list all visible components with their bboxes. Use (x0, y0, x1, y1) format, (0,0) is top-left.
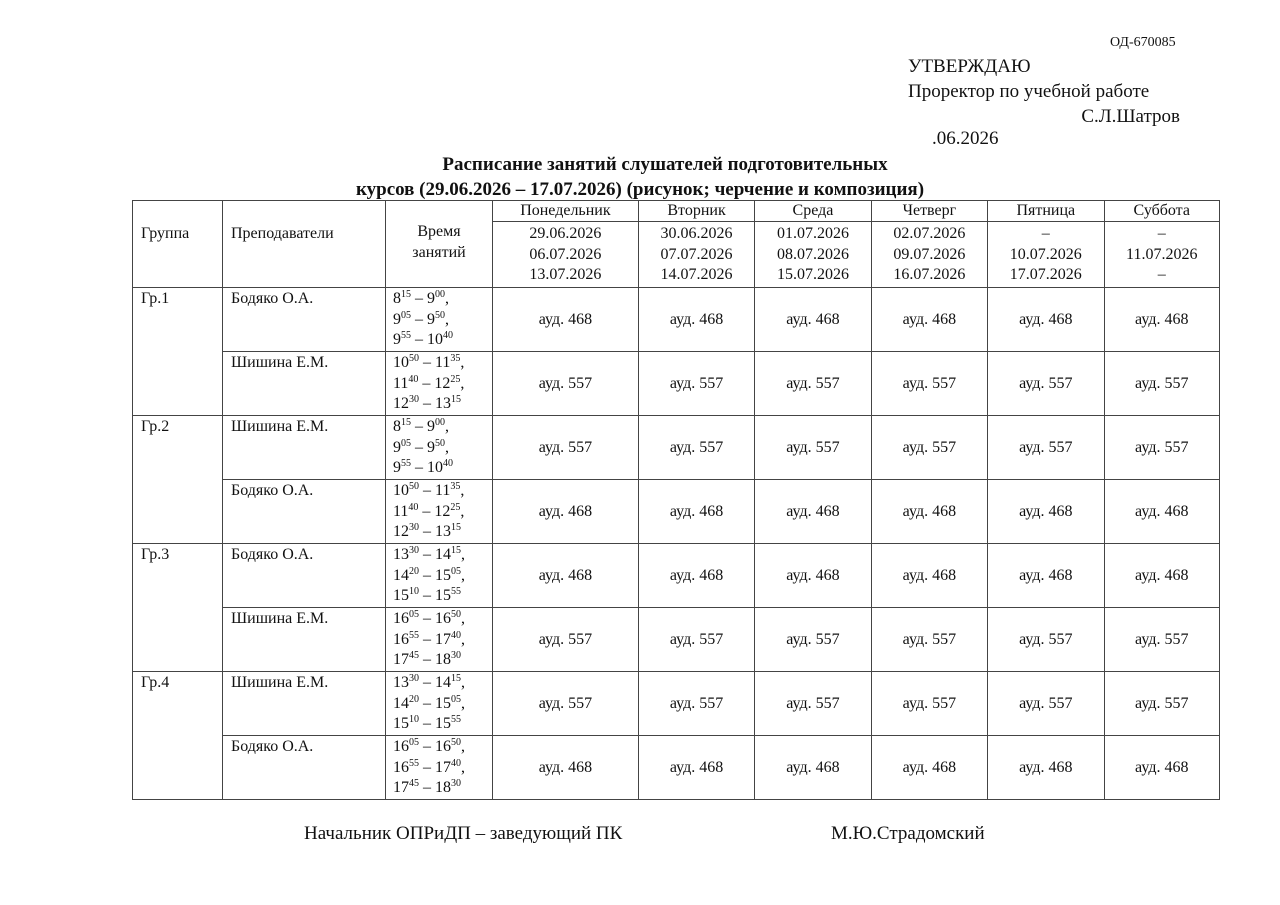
time-separator: – (411, 459, 427, 476)
punct: , (460, 374, 465, 392)
header-time (386, 201, 493, 288)
room-cell: ауд. 557 (493, 608, 639, 672)
room-cell: ауд. 557 (638, 608, 754, 672)
start-hour: 17 (393, 779, 409, 796)
time-slot (393, 546, 465, 563)
teacher-cell: Бодяко О.А. (223, 288, 386, 352)
room-cell: ауд. 468 (871, 736, 987, 800)
time-slot (393, 482, 464, 499)
end-minute: 50 (451, 609, 461, 620)
date-value: 09.07.2026 (893, 245, 966, 263)
end-minute: 40 (443, 330, 453, 341)
time-slot (393, 354, 464, 371)
start-minute: 55 (401, 330, 411, 341)
room-cell: ауд. 557 (755, 416, 871, 480)
time-cell (386, 480, 493, 544)
start-minute: 10 (409, 714, 419, 725)
approval-heading: УТВЕРЖДАЮ (908, 56, 1031, 77)
start-hour: 15 (393, 715, 409, 732)
time-slot (393, 738, 465, 755)
room-cell: ауд. 468 (1104, 736, 1219, 800)
header-day-dates (988, 222, 1104, 288)
room-cell: ауд. 468 (871, 288, 987, 352)
start-minute: 20 (409, 565, 419, 577)
start-hour: 9 (393, 331, 401, 348)
start-minute: 50 (409, 481, 419, 492)
start-minute: 05 (409, 609, 419, 620)
start-hour: 9 (393, 438, 401, 456)
start-hour: 12 (393, 395, 409, 412)
table-row (133, 672, 1220, 736)
time-cell (386, 288, 493, 352)
date-value: 10.07.2026 (1009, 245, 1082, 263)
start-hour: 8 (393, 418, 401, 435)
table-row (133, 608, 1220, 672)
group-cell: Гр.1 (133, 288, 223, 416)
time-separator: – (418, 374, 435, 392)
time-separator: – (419, 523, 435, 540)
table-row (133, 736, 1220, 800)
teacher-cell: Шишина Е.М. (223, 416, 386, 480)
end-hour: 17 (435, 758, 451, 776)
end-minute: 35 (450, 353, 461, 364)
time-slot (393, 587, 461, 604)
time-slot (393, 311, 449, 328)
date-value: 13.07.2026 (529, 266, 602, 283)
time-slot (393, 759, 465, 776)
end-hour: 15 (435, 587, 451, 604)
start-minute: 55 (401, 458, 411, 469)
start-hour: 15 (393, 587, 409, 604)
room-cell: ауд. 557 (988, 608, 1104, 672)
punct: , (461, 630, 465, 648)
start-hour: 13 (393, 674, 409, 691)
room-cell: ауд. 557 (1104, 416, 1219, 480)
start-hour: 12 (393, 523, 409, 540)
punct: , (460, 354, 465, 371)
punct: , (445, 418, 449, 435)
time-cell (386, 352, 493, 416)
room-cell: ауд. 468 (638, 480, 754, 544)
time-separator: – (419, 610, 435, 627)
time-separator: – (419, 587, 435, 604)
room-cell: ауд. 557 (988, 416, 1104, 480)
time-separator: – (419, 482, 435, 499)
room-cell: ауд. 468 (871, 544, 987, 608)
room-cell: ауд. 557 (755, 672, 871, 736)
end-minute: 40 (451, 629, 461, 641)
time-cell (386, 672, 493, 736)
time-separator: – (419, 715, 435, 732)
end-minute: 50 (451, 737, 461, 748)
group-cell: Гр.3 (133, 544, 223, 672)
room-cell: ауд. 557 (755, 608, 871, 672)
time-slot (393, 375, 464, 392)
punct: , (461, 674, 465, 691)
end-minute: 00 (435, 289, 445, 300)
room-cell: ауд. 468 (988, 544, 1104, 608)
start-minute: 30 (409, 522, 419, 533)
time-separator: – (419, 738, 435, 755)
document-code: ОД-670085 (1110, 35, 1176, 50)
start-hour: 16 (393, 738, 409, 755)
punct: , (461, 694, 465, 712)
title-line-2: курсов (29.06.2026 – 17.07.2026) (рисунок; черчение и композиция) (355, 179, 925, 200)
start-hour: 14 (393, 566, 409, 584)
punct: , (461, 758, 465, 776)
date-value: 17.07.2026 (1009, 266, 1082, 283)
schedule-table (132, 200, 1220, 800)
start-hour: 11 (393, 502, 409, 520)
teacher-cell: Бодяко О.А. (223, 480, 386, 544)
end-minute: 30 (451, 650, 461, 661)
header-teachers: Преподаватели (223, 201, 386, 288)
room-cell: ауд. 468 (638, 736, 754, 800)
end-hour: 15 (435, 694, 451, 712)
header-group: Группа (133, 201, 223, 288)
end-hour: 12 (434, 374, 451, 392)
time-separator: – (411, 290, 427, 307)
time-separator: – (419, 651, 435, 668)
end-hour: 9 (427, 418, 435, 435)
group-cell: Гр.4 (133, 672, 223, 800)
time-slot (393, 631, 465, 648)
start-hour: 8 (393, 290, 401, 307)
start-hour: 9 (393, 459, 401, 476)
time-separator: – (411, 331, 427, 348)
header-day: Среда (755, 201, 871, 222)
teacher-cell: Шишина Е.М. (223, 608, 386, 672)
end-hour: 14 (435, 674, 451, 691)
room-cell: ауд. 468 (638, 288, 754, 352)
approval-date: .06.2026 (932, 128, 999, 149)
teacher-cell: Бодяко О.А. (223, 544, 386, 608)
time-slot (393, 651, 461, 668)
start-minute: 50 (409, 353, 419, 364)
punct: , (461, 738, 465, 755)
time-slot (393, 395, 461, 412)
room-cell: ауд. 468 (1104, 544, 1219, 608)
header-time-line-2: занятий (412, 244, 466, 261)
room-cell: ауд. 557 (638, 672, 754, 736)
end-minute: 55 (451, 586, 461, 597)
header-day-dates (1104, 222, 1219, 288)
room-cell: ауд. 468 (988, 480, 1104, 544)
date-value: 29.06.2026 (529, 225, 602, 242)
start-minute: 30 (409, 545, 419, 556)
start-minute: 40 (408, 501, 419, 513)
room-cell: ауд. 557 (493, 672, 639, 736)
date-value: 08.07.2026 (776, 245, 849, 263)
end-hour: 18 (435, 651, 451, 668)
end-hour: 9 (427, 438, 435, 456)
time-slot (393, 610, 465, 627)
start-minute: 45 (409, 650, 419, 661)
room-cell: ауд. 557 (1104, 608, 1219, 672)
end-minute: 50 (435, 437, 445, 449)
header-day: Вторник (638, 201, 754, 222)
start-minute: 30 (409, 673, 419, 684)
header-day: Пятница (988, 201, 1104, 222)
punct: , (461, 566, 465, 584)
room-cell: ауд. 468 (755, 480, 871, 544)
group-cell: Гр.2 (133, 416, 223, 544)
time-slot (393, 459, 453, 476)
room-cell: ауд. 557 (871, 416, 987, 480)
date-value: – (1157, 266, 1166, 283)
start-hour: 16 (393, 630, 409, 648)
end-minute: 40 (443, 458, 453, 469)
end-minute: 30 (451, 778, 461, 789)
room-cell: ауд. 468 (493, 736, 639, 800)
date-value: 06.07.2026 (529, 245, 602, 263)
start-minute: 30 (409, 394, 419, 405)
start-hour: 16 (393, 610, 409, 627)
start-minute: 55 (409, 629, 419, 641)
room-cell: ауд. 557 (493, 416, 639, 480)
date-value: – (1041, 225, 1050, 242)
date-value: 16.07.2026 (893, 266, 966, 283)
date-value: 30.06.2026 (660, 225, 733, 242)
end-minute: 25 (450, 373, 461, 385)
room-cell: ауд. 468 (493, 480, 639, 544)
punct: , (445, 290, 449, 307)
end-hour: 9 (427, 310, 435, 328)
room-cell: ауд. 557 (1104, 352, 1219, 416)
room-cell: ауд. 557 (871, 672, 987, 736)
date-value: 11.07.2026 (1126, 245, 1198, 263)
end-hour: 14 (435, 546, 451, 563)
room-cell: ауд. 468 (871, 480, 987, 544)
punct: , (461, 610, 465, 627)
room-cell: ауд. 468 (988, 288, 1104, 352)
end-hour: 11 (435, 354, 451, 371)
start-hour: 11 (393, 374, 409, 392)
table-row (133, 288, 1220, 352)
room-cell: ауд. 557 (871, 352, 987, 416)
document-title (0, 152, 1280, 202)
header-day-dates (638, 222, 754, 288)
approval-block (908, 54, 1180, 129)
date-value: 07.07.2026 (660, 245, 733, 263)
punct: , (445, 438, 449, 456)
table-row (133, 352, 1220, 416)
title-line-1: Расписание занятий слушателей подготовительных (442, 154, 888, 175)
table-row (133, 480, 1220, 544)
end-hour: 12 (434, 502, 451, 520)
time-cell (386, 416, 493, 480)
time-slot (393, 439, 449, 456)
time-cell (386, 736, 493, 800)
time-cell (386, 608, 493, 672)
room-cell: ауд. 557 (638, 352, 754, 416)
end-hour: 17 (435, 630, 451, 648)
time-separator: – (419, 758, 435, 776)
room-cell: ауд. 557 (871, 608, 987, 672)
end-minute: 40 (451, 757, 461, 769)
time-cell (386, 544, 493, 608)
end-minute: 25 (450, 501, 461, 513)
start-minute: 15 (401, 289, 411, 300)
room-cell: ауд. 468 (755, 736, 871, 800)
room-cell: ауд. 468 (493, 544, 639, 608)
start-hour: 16 (393, 758, 409, 776)
start-minute: 10 (409, 586, 419, 597)
header-day: Четверг (871, 201, 987, 222)
time-separator: – (419, 566, 435, 584)
table-row (133, 416, 1220, 480)
room-cell: ауд. 557 (755, 352, 871, 416)
table-row (133, 544, 1220, 608)
end-minute: 50 (435, 309, 445, 321)
end-hour: 15 (435, 566, 451, 584)
time-separator: – (411, 438, 427, 456)
room-cell: ауд. 468 (988, 736, 1104, 800)
end-hour: 13 (435, 523, 451, 540)
date-value: – (1157, 225, 1166, 242)
date-value: 14.07.2026 (660, 266, 733, 283)
time-slot (393, 674, 465, 691)
time-separator: – (419, 694, 435, 712)
room-cell: ауд. 468 (638, 544, 754, 608)
time-slot (393, 523, 461, 540)
end-hour: 18 (435, 779, 451, 796)
start-hour: 10 (393, 354, 409, 371)
start-hour: 13 (393, 546, 409, 563)
end-hour: 11 (435, 482, 451, 499)
end-minute: 05 (451, 693, 461, 705)
time-separator: – (411, 310, 427, 328)
footer-signer: М.Ю.Страдомский (831, 823, 985, 844)
time-slot (393, 290, 449, 307)
end-hour: 15 (435, 715, 451, 732)
teacher-cell: Шишина Е.М. (223, 352, 386, 416)
header-day-dates (755, 222, 871, 288)
end-hour: 10 (427, 331, 443, 348)
end-minute: 35 (450, 481, 461, 492)
header-day-dates (493, 222, 639, 288)
punct: , (461, 546, 465, 563)
room-cell: ауд. 468 (1104, 480, 1219, 544)
punct: , (445, 310, 449, 328)
header-day: Суббота (1104, 201, 1219, 222)
approval-position: Проректор по учебной работе (908, 81, 1150, 102)
start-minute: 20 (409, 693, 419, 705)
start-minute: 55 (409, 757, 419, 769)
start-hour: 14 (393, 694, 409, 712)
time-separator: – (419, 354, 435, 371)
time-separator: – (419, 395, 435, 412)
approval-signer: С.Л.Шатров (1081, 106, 1180, 127)
punct: , (460, 502, 465, 520)
start-minute: 05 (409, 737, 419, 748)
punct: , (460, 482, 465, 499)
room-cell: ауд. 468 (755, 544, 871, 608)
time-slot (393, 331, 453, 348)
time-separator: – (419, 779, 435, 796)
room-cell: ауд. 468 (1104, 288, 1219, 352)
end-minute: 15 (451, 545, 461, 556)
header-row-days (133, 201, 1220, 222)
start-minute: 05 (401, 437, 411, 449)
time-separator: – (419, 630, 435, 648)
start-minute: 05 (401, 309, 411, 321)
end-minute: 05 (451, 565, 461, 577)
end-minute: 15 (451, 522, 461, 533)
room-cell: ауд. 557 (1104, 672, 1219, 736)
room-cell: ауд. 557 (988, 352, 1104, 416)
header-day: Понедельник (493, 201, 639, 222)
time-slot (393, 695, 465, 712)
time-slot (393, 567, 465, 584)
start-minute: 15 (401, 417, 411, 428)
header-time-line-1: Время (417, 223, 461, 240)
room-cell: ауд. 557 (493, 352, 639, 416)
time-slot (393, 503, 464, 520)
time-separator: – (411, 418, 427, 435)
teacher-cell: Бодяко О.А. (223, 736, 386, 800)
room-cell: ауд. 468 (755, 288, 871, 352)
time-slot (393, 715, 461, 732)
start-hour: 9 (393, 310, 401, 328)
start-minute: 45 (409, 778, 419, 789)
end-minute: 00 (435, 417, 445, 428)
end-minute: 15 (451, 394, 461, 405)
room-cell: ауд. 468 (493, 288, 639, 352)
end-hour: 16 (435, 610, 451, 627)
time-separator: – (419, 546, 435, 563)
time-slot (393, 779, 461, 796)
end-hour: 16 (435, 738, 451, 755)
time-separator: – (418, 502, 435, 520)
end-hour: 9 (427, 290, 435, 307)
start-hour: 17 (393, 651, 409, 668)
room-cell: ауд. 557 (988, 672, 1104, 736)
time-slot (393, 418, 449, 435)
header-day-dates (871, 222, 987, 288)
start-hour: 10 (393, 482, 409, 499)
date-value: 01.07.2026 (776, 225, 849, 242)
teacher-cell: Шишина Е.М. (223, 672, 386, 736)
footer-position: Начальник ОПРиДП – заведующий ПК (304, 823, 623, 844)
date-value: 02.07.2026 (893, 225, 966, 242)
end-minute: 55 (451, 714, 461, 725)
start-minute: 40 (408, 373, 419, 385)
end-minute: 15 (451, 673, 461, 684)
end-hour: 13 (435, 395, 451, 412)
room-cell: ауд. 557 (638, 416, 754, 480)
time-separator: – (419, 674, 435, 691)
end-hour: 10 (427, 459, 443, 476)
date-value: 15.07.2026 (776, 266, 849, 283)
